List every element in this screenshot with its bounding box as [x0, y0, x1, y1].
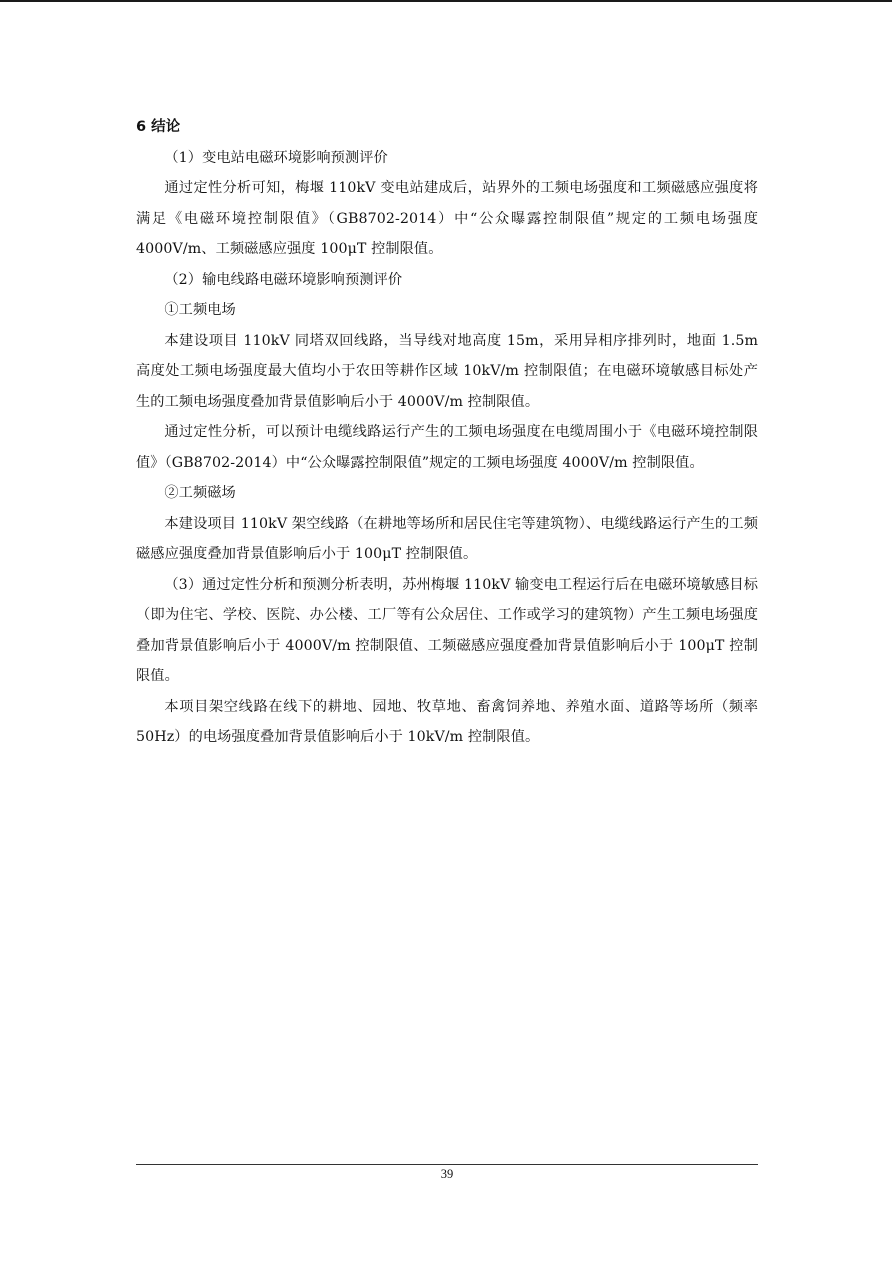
section-title: 6 结论 — [136, 119, 181, 135]
paragraph-electric-field-overhead: 本建设项目 110kV 同塔双回线路，当导线对地高度 15m，采用异相序排列时，地面 1.5m 高度处工频电场强度最大值均小于农田等耕作区域 10kV/m 控制限值；在电磁环境敏感目标处产生的工频电场强度叠加背景值影响后小于 4000V/m 控制限值。 — [136, 332, 758, 410]
page-number: 39 — [440, 1167, 454, 1181]
paragraph-electric-field-cable: 通过定性分析，可以预计电缆线路运行产生的工频电场强度在电缆周围小于《电磁环境控制限值》（GB8702-2014）中“公众曝露控制限值”规定的工频电场强度 4000V/m 控制限值。 — [136, 424, 758, 471]
paragraph-conclusion-farmland: 本项目架空线路在线下的耕地、园地、牧草地、畜禽饲养地、养殖水面、道路等场所（频率 50Hz）的电场强度叠加背景值影响后小于 10kV/m 控制限值。 — [136, 698, 758, 745]
subsection-heading-transmission-line: （2）输电线路电磁环境影响预测评价 — [164, 271, 403, 288]
subsection-heading-substation: （1）变电站电磁环境影响预测评价 — [164, 149, 388, 166]
item-heading-magnetic-field: ②工频磁场 — [164, 485, 236, 501]
item-heading-electric-field: ①工频电场 — [164, 302, 236, 318]
footer-divider — [136, 1164, 758, 1165]
paragraph-magnetic-field: 本建设项目 110kV 架空线路（在耕地等场所和居民住宅等建筑物）、电缆线路运行产生的工频磁感应强度叠加背景值影响后小于 100μT 控制限值。 — [136, 515, 758, 562]
document-body — [136, 112, 758, 753]
page-top-border — [0, 0, 892, 2]
paragraph-conclusion-sensitive-targets: （3）通过定性分析和预测分析表明，苏州梅堰 110kV 输变电工程运行后在电磁环境敏感目标（即为住宅、学校、医院、办公楼、工厂等有公众居住、工作或学习的建筑物）产生工频电场强度叠加背景值影响后小于 4000V/m 控制限值、工频磁感应强度叠加背景值影响后小于 100μT 控制限值。 — [136, 576, 758, 684]
paragraph-substation-analysis: 通过定性分析可知，梅堰 110kV 变电站建成后，站界外的工频电场强度和工频磁感应强度将满足《电磁环境控制限值》（GB8702-2014）中“公众曝露控制限值”规定的工频电场强度 4000V/m、工频磁感应强度 100μT 控制限值。 — [136, 180, 758, 257]
